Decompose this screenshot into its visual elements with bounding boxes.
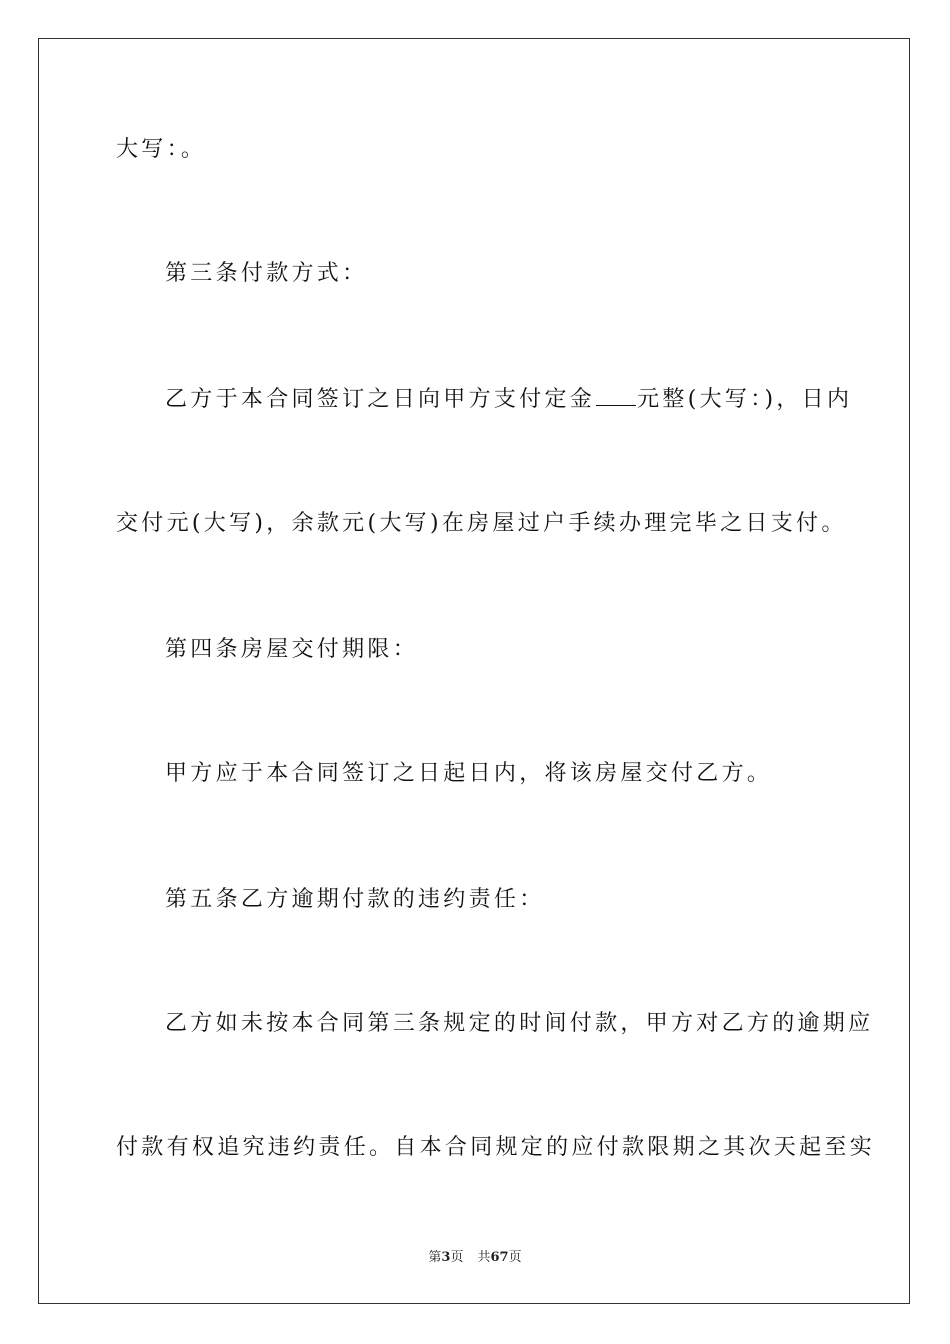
total-suffix: 页 [508, 1250, 522, 1265]
text-line-6: 甲方应于本合同签订之日起日内，将该房屋交付乙方。 [165, 761, 773, 786]
text-line-1: 大写：。 [116, 137, 207, 162]
total-pages: 67 [490, 1250, 509, 1265]
text-line-9: 付款有权追究违约责任。自本合同规定的应付款限期之其次天起至实 [116, 1135, 876, 1160]
text-line-3 [165, 386, 852, 414]
article-3-heading: 第三条付款方式： [165, 261, 368, 286]
article-5-heading: 第五条乙方逾期付款的违约责任： [165, 887, 545, 912]
text-line-3-tail: 元整(大写：)，日内 [637, 387, 853, 412]
text-line-4: 交付元(大写)，余款元(大写)在房屋过户手续办理完毕之日支付。 [116, 511, 847, 536]
deposit-amount-blank [596, 387, 636, 406]
page-border [38, 38, 910, 1304]
text-line-3-head: 乙方于本合同签订之日向甲方支付定金 [165, 387, 596, 412]
page-number: 3 [441, 1250, 451, 1265]
page-prefix: 第 [428, 1250, 442, 1265]
article-4-heading: 第四条房屋交付期限： [165, 637, 419, 662]
total-prefix: 共 [477, 1250, 491, 1265]
page-footer [0, 1250, 950, 1266]
text-line-8: 乙方如未按本合同第三条规定的时间付款，甲方对乙方的逾期应 [165, 1011, 874, 1036]
page-suffix: 页 [450, 1250, 464, 1265]
